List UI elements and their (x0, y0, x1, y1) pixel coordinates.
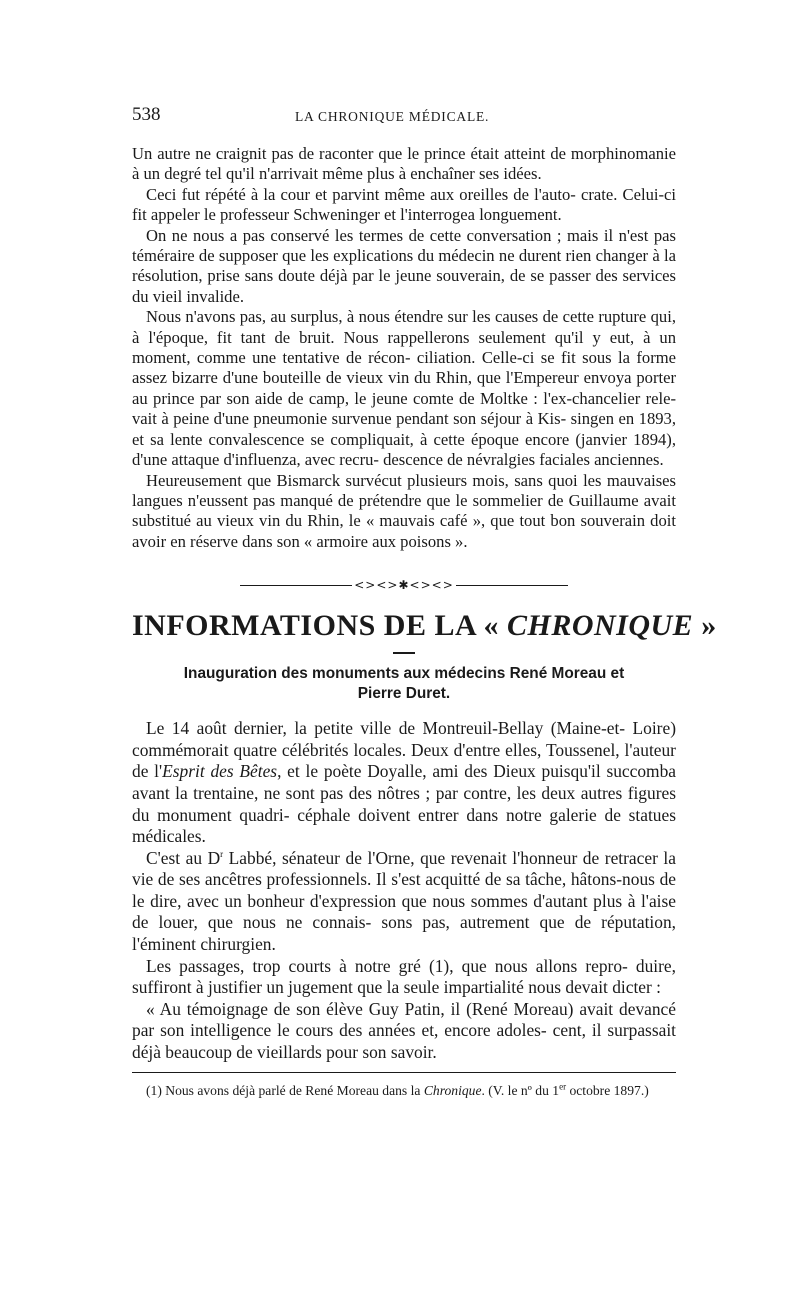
line: ses idées. (478, 164, 542, 184)
line: devancé par son intelligence le cours des années et, encore adoles- (132, 998, 676, 1041)
article-paragraph-4 (132, 999, 676, 1064)
line: longuement. (479, 205, 562, 225)
line: cent, il surpassait déjà beaucoup de vieillards pour son savoir. (132, 1020, 676, 1063)
line: « mauvais café », que tout bon souverain doit avoir en réserve dans (132, 511, 676, 551)
running-head (132, 100, 676, 130)
footnote-rule (132, 1072, 676, 1073)
line: cette rupture qui, à l'époque, fit tant de bruit. Nous rappellerons (132, 307, 676, 347)
footnote-text: . (V. le nº du 1 (481, 1082, 560, 1098)
line: Toussenel, l'auteur de l' (132, 739, 676, 782)
footnote-journal-title: Chronique (423, 1082, 482, 1098)
line: descence de névralgies faciales anciennes. (383, 450, 664, 470)
superscript: er (559, 1081, 567, 1092)
line: les mauvaises langues n'eussent pas manqué de prétendre que le (132, 470, 676, 510)
line: nôtres ; par contre, les deux autres figures du monument quadri- (132, 782, 676, 825)
line: duire, suffiront à justifier un jugement que la seule impartialité (132, 955, 676, 998)
line: céphale doivent entrer dans notre galerie de statues médicales. (132, 804, 676, 847)
line: seulement qu'il y eut, à un moment, comme une tentative de récon- (132, 327, 676, 368)
section-ornament (132, 576, 676, 593)
line: ne durent rien changer à la résolution, prise sans doute déjà par le (132, 246, 676, 286)
line: crate. Celui-ci fit appeler le professeur Schweninger et l'interrogea (132, 184, 677, 225)
line: tâche, hâtons-nous de le dire, avec un bonheur d'expression que (132, 869, 676, 911)
line: nous devait dicter : (528, 977, 661, 998)
line: nous sommes d'autant plus à l'aise de louer, que nous ne connais- (132, 890, 676, 933)
subtitle-line: Inauguration des monuments aux médecins René Moreau et (183, 665, 625, 683)
line: retracer la vie de ses ancêtres professionnels. Il s'est acquitté de sa (132, 847, 676, 890)
line: Dieux puisqu'il succomba avant la trentaine, ne sont pas des (132, 761, 676, 803)
article-paragraph-2 (132, 848, 676, 956)
line: C'est au D (146, 847, 221, 868)
line: son « armoire aux poisons ». (276, 531, 468, 551)
line: morphinomanie à un degré tel qu'il n'arrivait même plus à enchaîner (132, 144, 676, 184)
superscript: r (220, 848, 224, 859)
line: son aide de camp, le jeune comte de Moltke : l'ex-chancelier rele- (226, 388, 676, 408)
subtitle-line: Pierre Duret. (357, 685, 451, 703)
line: Heureusement que Bismarck survécut plusieurs mois, sans quoi (146, 470, 578, 490)
paragraph-5 (132, 471, 676, 553)
line: Loire) commémorait quatre célébrités locales. Deux d'entre elles, (132, 718, 676, 760)
article-body (132, 718, 676, 1064)
paragraph-4 (132, 307, 676, 470)
ornament-glyph: <><>✱<><> (354, 578, 454, 593)
footnote (132, 1083, 676, 1099)
line: jeune souverain, de se passer des services du vieil invalide. (132, 266, 677, 306)
line: époque encore (janvier 1894), d'une attaque d'influenza, avec recru- (132, 429, 676, 470)
line: On ne nous a pas conservé les termes de cette conversation ; mais (146, 225, 599, 245)
line: ciliation. Celle-ci se fit sous la forme assez bizarre d'une bouteille (132, 348, 677, 388)
title-dash (393, 652, 415, 654)
paragraph-1 (132, 144, 676, 185)
article-paragraph-3 (132, 956, 676, 999)
book-title: Esprit des Bêtes (162, 761, 278, 782)
line: Ceci fut répété à la cour et parvint même aux oreilles de l'auto- (146, 184, 576, 204)
line: Nous n'avons pas, au surplus, à nous étendre sur les causes de (146, 307, 559, 327)
page (132, 100, 717, 1099)
line: sommelier de Guillaume avait substitué au vieux vin du Rhin, le (132, 490, 676, 531)
ornament-rule-left (240, 585, 352, 586)
article-paragraph-1 (132, 718, 676, 848)
line: singen en 1893, et sa lente convalescence se compliquait, à cette (132, 409, 676, 449)
line: sons pas, autrement que de réputation, l'éminent chirurgien. (132, 912, 677, 955)
footnote-text: octobre 1897.) (566, 1082, 649, 1098)
line: Les passages, trop courts à notre gré (1), que nous allons repro- (146, 955, 628, 976)
page-number: 538 (132, 104, 161, 125)
ornament-rule-right (456, 585, 568, 586)
line: de vieux vin du Rhin, que l'Empereur envoya porter au prince par (132, 368, 677, 408)
footnote-text: (1) Nous avons déjà parlé de René Moreau dans la (146, 1082, 424, 1098)
article-continuation (132, 144, 676, 552)
line: il n'est pas téméraire de supposer que les explications du médecin (132, 225, 677, 266)
section-title-prefix: INFORMATIONS DE LA « (132, 609, 499, 643)
line: Labbé, sénateur de l'Orne, que revenait l'honneur de (223, 847, 600, 868)
section-title (132, 608, 717, 644)
line: Un autre ne craignit pas de raconter que le prince était atteint de (132, 144, 566, 163)
section-title-italic: CHRONIQUE (506, 609, 694, 643)
line: « Au témoignage de son élève Guy Patin, il (René Moreau) avait (146, 998, 614, 1019)
running-title: LA CHRONIQUE MÉDICALE. (295, 109, 490, 124)
paragraph-2 (132, 185, 676, 226)
line: Le 14 août dernier, la petite ville de Montreuil-Bellay (Maine-et- (146, 718, 626, 739)
section-title-suffix: » (701, 609, 717, 643)
line: , et le poète Doyalle, ami des (277, 761, 488, 782)
line: vait à peine d'une pneumonie survenue pendant son séjour à Kis- (132, 409, 567, 429)
article-subtitle (132, 664, 676, 704)
paragraph-3 (132, 226, 676, 308)
